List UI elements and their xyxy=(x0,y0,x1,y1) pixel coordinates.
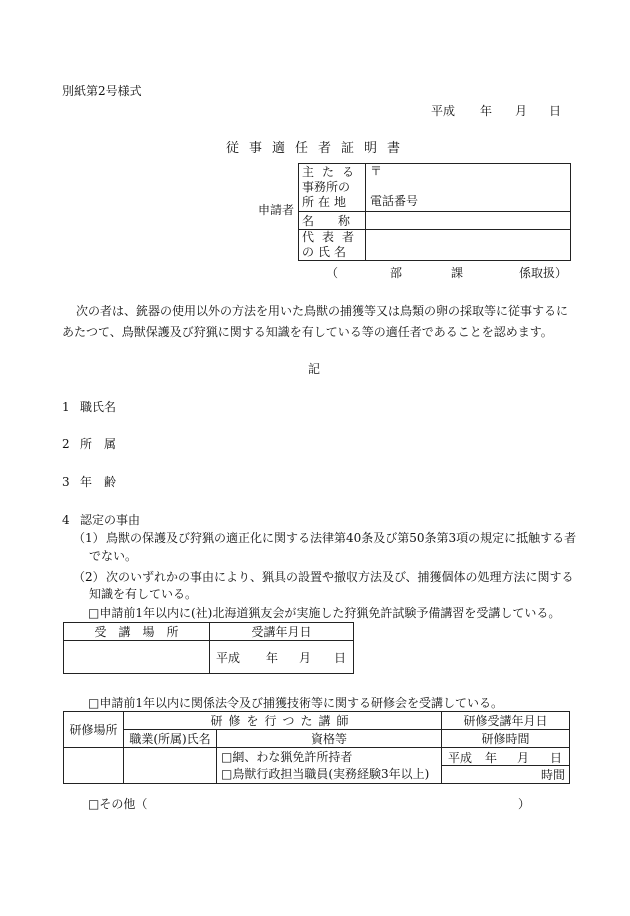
course-date-field[interactable] xyxy=(210,641,354,674)
ki-heading: 記 xyxy=(308,362,321,376)
item-3-num: 3 xyxy=(62,475,70,489)
section-close: 係取扱） xyxy=(519,266,568,280)
option-1-table xyxy=(63,622,354,674)
option-1-checkbox-text[interactable]: □申請前1年以内に(社)北海道猟友会が実施した狩猟免許試験予備講習を受講している。 xyxy=(88,606,561,620)
other-checkbox-label[interactable]: □その他（ xyxy=(88,797,148,811)
training-date-year: 年 xyxy=(485,750,498,765)
header-date-month: 月 xyxy=(515,104,528,118)
qualification-option-1[interactable]: □網、わな猟免許所持者 xyxy=(217,748,442,766)
item-3-label: 年 齢 xyxy=(80,475,117,489)
section-division: 課 xyxy=(451,266,464,280)
body-text-line-2: あたつて、鳥獣保護及び狩猟に関する知識を有している等の適任者であることを認めます。 xyxy=(62,325,553,339)
representative-label: 代表者 の氏名 xyxy=(299,230,366,261)
item-2-label: 所 属 xyxy=(80,437,117,451)
reason-1-line-2: でない。 xyxy=(89,549,138,563)
reason-2-num: （2） xyxy=(73,570,105,584)
option-2-table xyxy=(63,711,570,784)
lecturer-header: 研修を行つた講師 xyxy=(124,712,442,730)
item-2-num: 2 xyxy=(62,437,70,451)
training-date-era: 平成 xyxy=(448,750,473,765)
training-date-month: 月 xyxy=(517,750,530,765)
reason-1-num: （1） xyxy=(73,531,105,545)
document-title: 従事適任者証明書 xyxy=(226,141,411,156)
representative-field[interactable] xyxy=(366,230,571,261)
postal-mark: 〒 xyxy=(370,164,383,178)
body-text-line-1: 次の者は、銃器の使用以外の方法を用いた鳥獣の捕獲等又は鳥類の卵の採取等に従事するに xyxy=(76,304,569,318)
item-1-label: 職氏名 xyxy=(80,400,117,414)
training-date-day: 日 xyxy=(550,750,563,765)
training-venue-header: 研修場所 xyxy=(64,712,124,748)
other-close-paren: ） xyxy=(518,797,531,811)
item-4-label: 認定の事由 xyxy=(80,513,141,527)
venue-header: 受 講 場 所 xyxy=(64,623,210,641)
name-field[interactable] xyxy=(366,212,571,230)
section-open-paren: （ xyxy=(326,266,339,280)
form-number-label: 別紙第2号様式 xyxy=(62,84,142,98)
training-hours-header: 研修時間 xyxy=(442,730,570,748)
section-dept: 部 xyxy=(390,266,403,280)
name-label: 名 称 xyxy=(299,212,366,230)
applicant-label: 申請者 xyxy=(258,203,295,217)
occupation-field[interactable] xyxy=(124,748,217,784)
training-venue-field[interactable] xyxy=(64,748,124,784)
training-date-field[interactable] xyxy=(442,748,570,766)
phone-label: 電話番号 xyxy=(370,194,419,208)
reason-1-line-1: 鳥獣の保護及び狩猟の適正化に関する法律第40条及び第50条第3項の規定に抵触する者 xyxy=(106,531,577,545)
course-date-month: 月 xyxy=(299,651,312,665)
course-date-header: 受講年月日 xyxy=(210,623,354,641)
office-address-label: 主たる 事務所の 所在地 xyxy=(299,164,366,212)
reason-2-line-1: 次のいずれかの事由により、猟具の設置や撤収方法及び、捕獲個体の処理方法に関する xyxy=(106,570,574,584)
reason-2-line-2: 知識を有している。 xyxy=(89,587,198,601)
course-date-day: 日 xyxy=(334,651,347,665)
course-date-era: 平成 xyxy=(216,651,241,665)
qualification-option-2[interactable]: □鳥獣行政担当職員(実務経験3年以上) xyxy=(217,765,442,783)
header-date-era: 平成 xyxy=(431,104,456,118)
occupation-header: 職業(所属)氏名 xyxy=(124,730,217,748)
item-4-num: 4 xyxy=(62,513,70,527)
header-date-day: 日 xyxy=(549,104,562,118)
training-hours-field[interactable]: 時間 xyxy=(442,765,570,783)
item-1-num: 1 xyxy=(62,400,70,414)
training-date-header: 研修受講年月日 xyxy=(442,712,570,730)
course-date-year: 年 xyxy=(266,651,279,665)
venue-field[interactable] xyxy=(64,641,210,674)
header-date-year: 年 xyxy=(480,104,493,118)
office-address-field[interactable] xyxy=(366,164,571,212)
qualification-header: 資格等 xyxy=(217,730,442,748)
option-2-checkbox-text[interactable]: □申請前1年以内に関係法令及び捕獲技術等に関する研修会を受講している。 xyxy=(88,696,503,710)
applicant-table xyxy=(298,163,571,261)
